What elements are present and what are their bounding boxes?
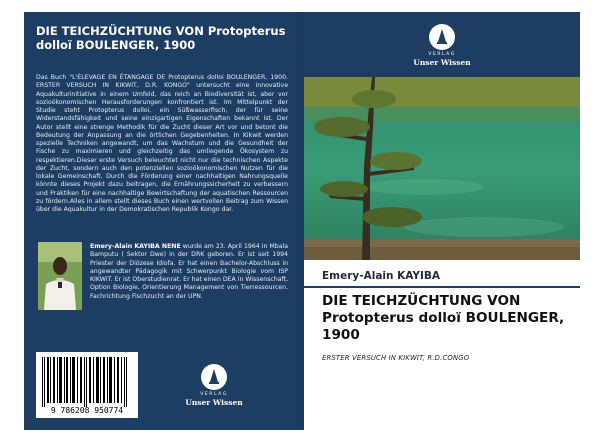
author-bio-text: wurde am 23. April 1964 in Mbala Bamputu ( Sektor Dwe) in der DRK geboren. Er ist seit 1994 Priester der Diözese Idiofa. Er hat einen Bachelor-Abschluss in angewandter Pädagogik mit Schwerpunkt Biologie vom ISP KIKWIT. Er ist Oberstudienrat. Er hat einen DEA in Wissenschaft, Option Biologie, Orientierung Management von Tierressourcen. Fachrichtung Fischzucht an der UPN.: [90, 243, 289, 300]
back-cover-blurb: Das Buch "L'ÉLEVAGE EN ÉTANGAGE DE Protopterus dolloi BOULENGER, 1900. ERSTER VERSUCH IN KIKWIT, D.R. KONGO" untersucht eine innovative Aquakulturinitiative in einem Umfeld, das reich an Biodiversität ist, aber vor sozioökonomischen Herausforderungen konfrontiert ist. Im Mittelpunkt der Studie steht Protopterus dolloi, ein Süßwasserfisch, der für seine Widerstandsfähigkeit und seine einzigartigen Eigenschaften bekannt ist. Der Autor stellt eine strenge Methodik für die Zucht dieser Art vor und betont die Bedeutung der Anpassung an die örtlichen Gegebenheiten. In Kikwit werden spezielle Techniken angewandt, um das Wachstum und die Gesundheit der Fische zu maximieren und gleichzeitig das umliegende Ökosystem zu respektieren.Dieser erste Versuch beleuchtet nicht nur die technischen Aspekte der Zucht, sondern auch den potenziellen sozioökonomischen Nutzen für die lokale Gemeinschaft. Durch die Förderung einer nachhaltigen Nahrungsquelle könnte dieses Projekt dazu beitragen, die Ernährungssicherheit zu verbessern und Praktiken für eine nachhaltige Bewirtschaftung der aquatischen Ressourcen zu fördern.Alles in allem stellt dieses Buch einen wertvollen Beitrag zum Wissen über die Aquakultur in der Demokratischen Republik Kongo dar.: [36, 74, 288, 213]
front-book-title: DIE TEICHZÜCHTUNG VON Protopterus dolloï BOULENGER, 1900: [322, 293, 565, 343]
front-cover: [304, 12, 580, 430]
author-bio: [90, 243, 288, 301]
back-publisher-logo: [174, 364, 254, 407]
title-divider: [304, 286, 580, 288]
isbn-number: 9 786208 950774: [50, 406, 124, 415]
front-cover-header: [304, 12, 580, 77]
publisher-verlag: VERLAG: [200, 392, 228, 397]
publisher-verlag: VERLAG: [428, 52, 456, 57]
front-book-subtitle: ERSTER VERSUCH IN KIKWIT, R.D.CONGO: [322, 354, 470, 362]
publisher-name: Unser Wissen: [185, 398, 243, 407]
cover-photo-lake: [304, 77, 580, 260]
front-publisher-logo: [402, 24, 482, 67]
author-photo: [38, 242, 82, 310]
front-author-name: Emery-Alain KAYIBA: [322, 270, 441, 282]
isbn-barcode: [36, 352, 138, 418]
publisher-name: Unser Wissen: [413, 58, 471, 67]
author-bio-name: Emery-Alain KAYIBA NENE: [90, 243, 181, 250]
book-spine: [296, 12, 304, 430]
publisher-emblem-icon: [429, 24, 455, 50]
publisher-emblem-icon: [201, 364, 227, 390]
back-cover-title: DIE TEICHZÜCHTUNG VON Protopterus dolloï BOULENGER, 1900: [36, 24, 286, 52]
back-cover: [24, 12, 296, 430]
